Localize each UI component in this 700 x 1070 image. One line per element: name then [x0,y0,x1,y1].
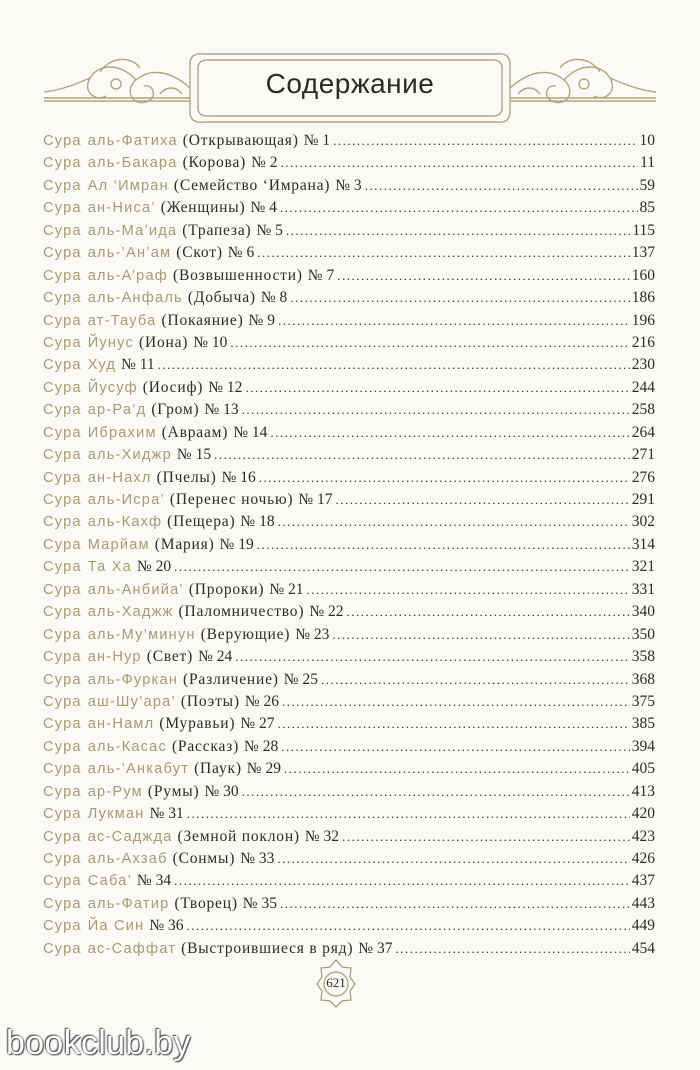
sura-name: Саба’ [87,873,132,890]
sura-translation: (Свет) [146,648,194,666]
page-reference: 291 [631,491,655,508]
sura-translation: (Корова) [182,154,247,172]
sura-translation: (Семейство ‘Имрана) [173,176,331,194]
sura-number: № 20 [137,558,172,576]
dot-leader [278,713,630,735]
sura-name: Йунус [87,334,134,351]
sura-number: № 17 [298,491,333,508]
sura-prefix: Сура [43,806,82,823]
dot-leader [278,511,630,533]
sura-prefix: Сура [43,334,82,351]
sura-number: № 26 [244,692,279,710]
sura-number: № 36 [149,917,184,935]
sura-number: № 15 [176,446,212,464]
toc-entry [43,422,655,444]
dot-leader [277,848,629,870]
toc-entry [43,669,655,691]
page-reference: 11 [640,154,655,172]
sura-number: № 31 [149,805,184,823]
sura-name: аль-Ахзаб [87,851,168,867]
sura-number: № 24 [198,648,233,666]
sura-number: № 11 [121,356,155,374]
toc-entry [43,870,655,892]
sura-prefix: Сура [43,379,82,396]
page-reference: 115 [632,221,655,239]
sura-number: № 8 [260,289,288,307]
dot-leader [174,870,630,892]
sura-prefix: Сура [43,626,82,643]
page-number: 621 [326,975,346,990]
dot-leader [281,736,630,758]
toc-entry [43,175,655,197]
page-reference: 413 [631,782,655,800]
toc-entry [43,130,655,152]
dot-leader [307,579,630,601]
page-reference: 350 [631,625,655,643]
sura-prefix: Сура [43,604,82,621]
sura-number: № 22 [309,603,344,621]
sura-name: аль-’Ан’ам [87,245,172,262]
sura-prefix: Сура [43,200,82,217]
sura-translation: (Верующие) [200,625,291,643]
dot-leader [284,758,630,780]
sura-name: аль-Фуркан [87,671,179,688]
sura-number: № 6 [227,244,255,262]
toc-entry [43,848,655,870]
page-reference: 321 [631,558,655,576]
sura-name: аль-Хаджж [87,604,174,621]
page-reference: 314 [631,535,655,553]
sura-number: № 21 [269,580,304,598]
page-reference: 443 [631,894,655,912]
page-reference: 137 [631,244,655,262]
sura-prefix: Сура [43,155,82,172]
sura-name: аль-Ма’ида [87,222,178,239]
sura-prefix: Сура [43,716,82,733]
page-reference: 230 [631,356,655,374]
dot-leader [280,893,630,915]
sura-number: № 10 [193,333,228,351]
toc-entry [43,624,655,646]
sura-prefix: Сура [43,693,82,710]
dot-leader [214,444,630,466]
dot-leader [174,556,630,578]
sura-name: аль-Фатир [87,895,170,912]
sura-number: № 14 [233,423,268,441]
sura-translation: (Румы) [147,782,200,800]
page-reference: 331 [631,580,655,598]
sura-name: ар-Ра’д [87,402,147,419]
toc-entry [43,197,655,219]
page-reference: 405 [631,760,655,778]
toc-entry [43,332,655,354]
dot-leader [347,601,630,623]
sura-translation: (Иосиф) [142,378,204,396]
sura-name: Худ [87,357,117,374]
sura-prefix: Сура [43,222,82,239]
page-reference: 423 [631,827,655,845]
sura-name: Лукман [87,806,145,823]
sura-number: № 29 [246,760,281,778]
sura-number: № 30 [204,782,239,800]
sura-translation: (Открывающая) [182,132,299,149]
sura-name: аль-Исра’ [87,492,165,508]
sura-name: Йусуф [87,379,138,396]
page-title: Содержание [265,68,435,99]
page-reference: 375 [631,692,655,710]
sura-name: аш-Шу’ара’ [87,693,176,710]
toc-entry [43,489,655,511]
sura-name: ас-Саффат [87,940,177,957]
sura-translation: (Рассказ) [171,737,240,755]
sura-name: Ал ‘Имран [87,177,169,194]
dot-leader [257,534,630,556]
sura-number: № 27 [240,715,275,733]
toc-entry [43,220,655,242]
sura-prefix: Сура [43,312,82,329]
dot-leader [335,489,629,511]
page-reference: 258 [631,401,655,419]
sura-prefix: Сура [43,581,82,598]
sura-name: ас-Саджда [87,828,173,845]
page-reference: 368 [631,670,655,688]
sura-name: Марйам [87,536,150,553]
sura-translation: (Покаяние) [161,311,244,329]
sura-number: № 28 [244,737,279,755]
sura-number: № 18 [240,513,275,531]
sura-number: № 1 [303,132,331,149]
sura-prefix: Сура [43,357,82,374]
page-reference: 160 [631,266,655,284]
toc-entry [43,893,655,915]
toc-entry [43,534,655,556]
page-reference: 454 [631,939,655,957]
sura-name: аль-Хиджр [87,447,172,464]
sura-number: № 7 [307,266,335,284]
page-reference: 186 [631,289,655,307]
toc-entry [43,556,655,578]
sura-name: аль-Бакара [87,155,178,172]
dot-leader [282,691,630,713]
sura-name: Йа Син [87,918,145,935]
sura-prefix: Сура [43,177,82,194]
sura-translation: (Иона) [139,333,189,351]
sura-number: № 32 [304,827,340,845]
page-reference: 10 [639,132,655,149]
sura-prefix: Сура [43,424,82,441]
sura-translation: (Пещера) [167,513,236,531]
sura-prefix: Сура [43,133,82,149]
sura-number: № 16 [221,468,256,486]
sura-translation: (Паломничество) [178,603,305,621]
dot-leader [230,332,629,354]
page-number-badge [315,958,357,1008]
sura-translation: (Гром) [151,401,200,419]
dot-leader [245,377,629,399]
page-reference: 59 [639,176,655,194]
sura-translation: (Скот) [176,244,223,262]
dot-leader [286,220,630,242]
sura-name: ан-Нахл [87,469,152,486]
dot-leader [333,130,637,152]
sura-number: № 34 [136,872,172,890]
toc-entry [43,713,655,735]
sura-number: № 3 [335,176,362,194]
sura-translation: (Пчелы) [156,468,217,486]
sura-prefix: Сура [43,895,82,912]
sura-prefix: Сура [43,267,82,284]
sura-number: № 35 [242,894,277,912]
sura-name: ар-Рум [87,783,143,800]
sura-name: аль-А’раф [87,267,169,284]
sura-translation: (Возвышенности) [173,266,303,284]
sura-name: Ибрахим [87,424,157,441]
toc-entry [43,399,655,421]
sura-prefix: Сура [43,738,82,755]
sura-number: № 13 [204,401,239,419]
table-of-contents [43,130,655,960]
dot-leader [242,781,630,803]
toc-entry [43,803,655,825]
sura-number: № 2 [251,154,278,172]
page-reference: 216 [631,333,655,351]
dot-leader [235,646,629,668]
sura-translation: (Земной поклон) [177,827,300,845]
dot-leader [290,287,629,309]
page-reference: 420 [631,805,655,823]
toc-entry [43,287,655,309]
page-reference: 271 [631,446,655,464]
sura-prefix: Сура [43,783,82,800]
page-reference: 196 [631,311,655,329]
dot-leader [158,354,630,376]
sura-prefix: Сура [43,245,82,262]
toc-entry [43,354,655,376]
sura-name: ат-Тауба [87,312,157,329]
toc-entry [43,265,655,287]
dot-leader [187,803,630,825]
sura-number: № 25 [283,670,318,688]
toc-entry [43,938,655,960]
sura-translation: (Сонмы) [172,850,236,867]
toc-entry [43,758,655,780]
sura-translation: (Перенес ночью) [169,491,294,508]
toc-entry [43,915,655,937]
sura-name: ан-Ниса’ [87,200,156,217]
sura-name: ан-Нур [87,649,142,666]
toc-entry [43,152,655,174]
toc-entry [43,467,655,489]
sura-name: аль-Анфаль [87,290,183,307]
dot-leader [342,826,630,848]
sura-prefix: Сура [43,536,82,553]
sura-translation: (Добыча) [187,289,256,307]
sura-name: аль-Касас [87,738,167,755]
sura-prefix: Сура [43,873,82,890]
sura-name: ан-Намл [87,716,155,733]
sura-name: аль-Му’минун [87,626,196,643]
toc-entry [43,310,655,332]
sura-prefix: Сура [43,469,82,486]
dot-leader [332,624,629,646]
page-reference: 358 [631,648,655,666]
sura-number: № 37 [358,939,393,957]
toc-entry [43,242,655,264]
sura-name: аль-Фатиха [87,133,178,149]
toc-entry [43,377,655,399]
dot-leader [257,242,630,264]
sura-prefix: Сура [43,514,82,531]
sura-translation: (Муравьи) [159,715,236,733]
page-reference: 244 [631,378,655,396]
sura-translation: (Мария) [154,535,215,553]
sura-translation: (Трапеза) [182,221,252,239]
sura-number: № 5 [256,221,283,239]
toc-entry [43,736,655,758]
sura-translation: (Творец) [174,894,238,912]
sura-prefix: Сура [43,761,82,778]
dot-leader [395,938,629,960]
dot-leader [278,310,630,332]
sura-translation: (Авраам) [161,423,229,441]
toc-entry [43,646,655,668]
sura-translation: (Женщины) [160,199,246,217]
sura-translation: (Различение) [183,670,279,688]
sura-number: № 23 [295,625,330,643]
page-reference: 385 [631,715,655,733]
toc-entry [43,781,655,803]
sura-translation: (Пророки) [188,580,265,598]
dot-leader [321,669,630,691]
sura-number: № 19 [219,535,254,553]
sura-prefix: Сура [43,402,82,419]
sura-name: Та Ха [87,559,132,576]
sura-number: № 33 [240,850,275,867]
page-reference: 437 [631,872,655,890]
page-reference: 264 [631,423,655,441]
sura-name: аль-’Анкабут [87,761,190,778]
dot-leader [259,467,630,489]
sura-prefix: Сура [43,940,82,957]
title-ornament [40,50,660,130]
dot-leader [365,175,638,197]
toc-entry [43,511,655,533]
sura-prefix: Сура [43,918,82,935]
sura-prefix: Сура [43,290,82,307]
sura-prefix: Сура [43,851,82,867]
dot-leader [270,422,629,444]
page-reference: 85 [639,199,655,217]
page-reference: 449 [631,917,655,935]
page-reference: 302 [631,513,655,531]
toc-entry [43,601,655,623]
sura-translation: (Паук) [194,760,242,778]
sura-name: аль-Анбийа’ [87,581,184,598]
toc-entry [43,691,655,713]
sura-number: № 9 [248,311,275,329]
sura-number: № 12 [208,378,243,396]
dot-leader [337,265,630,287]
sura-number: № 4 [250,199,277,217]
toc-entry [43,579,655,601]
sura-prefix: Сура [43,447,82,464]
toc-entry [43,444,655,466]
page-reference: 426 [631,850,655,867]
page-reference: 394 [631,737,655,755]
sura-translation: (Выстроившиеся в ряд) [181,939,354,957]
sura-prefix: Сура [43,492,82,508]
dot-leader [187,915,630,937]
sura-prefix: Сура [43,671,82,688]
page-reference: 276 [631,468,655,486]
sura-prefix: Сура [43,559,82,576]
page-reference: 340 [631,603,655,621]
toc-entry [43,826,655,848]
dot-leader [242,399,630,421]
sura-name: аль-Кахф [87,514,163,531]
sura-prefix: Сура [43,649,82,666]
dot-leader [280,197,638,219]
sura-translation: (Поэты) [180,692,240,710]
sura-prefix: Сура [43,828,82,845]
watermark: bookclub.by [6,1024,191,1062]
dot-leader [281,152,639,174]
